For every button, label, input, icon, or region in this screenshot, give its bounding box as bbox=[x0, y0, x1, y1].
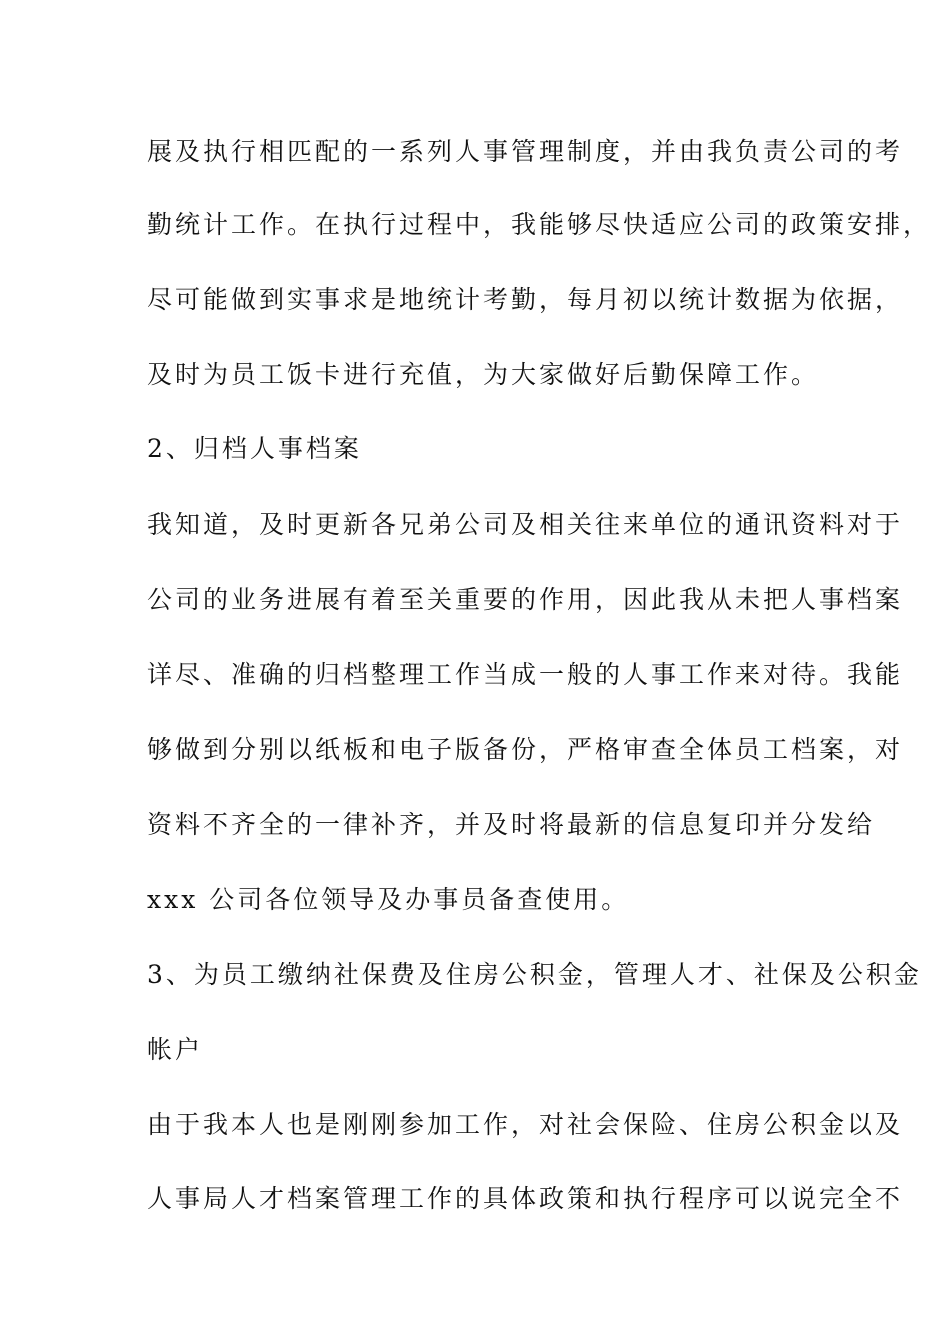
paragraph-line: 尽可能做到实事求是地统计考勤，每月初以统计数据为依据， bbox=[147, 285, 904, 314]
section-heading: 2、归档人事档案 bbox=[147, 434, 362, 463]
paragraph-line: 勤统计工作。在执行过程中，我能够尽快适应公司的政策安排， bbox=[147, 210, 932, 239]
paragraph-line: 公司的业务进展有着至关重要的作用，因此我从未把人事档案 bbox=[147, 585, 904, 614]
paragraph-line: 展及执行相匹配的一系列人事管理制度，并由我负责公司的考 bbox=[147, 137, 904, 166]
paragraph-line: 我知道，及时更新各兄弟公司及相关往来单位的通讯资料对于 bbox=[147, 510, 904, 539]
paragraph-line: 够做到分别以纸板和电子版备份，严格审查全体员工档案，对 bbox=[147, 735, 904, 764]
section-heading-continued: 帐户 bbox=[147, 1035, 204, 1064]
paragraph-line: xxx 公司各位领导及办事员备查使用。 bbox=[147, 885, 630, 914]
paragraph-line: 及时为员工饭卡进行充值，为大家做好后勤保障工作。 bbox=[147, 360, 820, 389]
paragraph-line: 详尽、准确的归档整理工作当成一般的人事工作来对待。我能 bbox=[147, 660, 904, 689]
paragraph-line: 资料不齐全的一律补齐，并及时将最新的信息复印并分发给 bbox=[147, 810, 876, 839]
paragraph-line: 人事局人才档案管理工作的具体政策和执行程序可以说完全不 bbox=[147, 1184, 904, 1213]
section-heading: 3、为员工缴纳社保费及住房公积金，管理人才、社保及公积金 bbox=[147, 960, 922, 989]
paragraph-line: 由于我本人也是刚刚参加工作，对社会保险、住房公积金以及 bbox=[147, 1110, 904, 1139]
